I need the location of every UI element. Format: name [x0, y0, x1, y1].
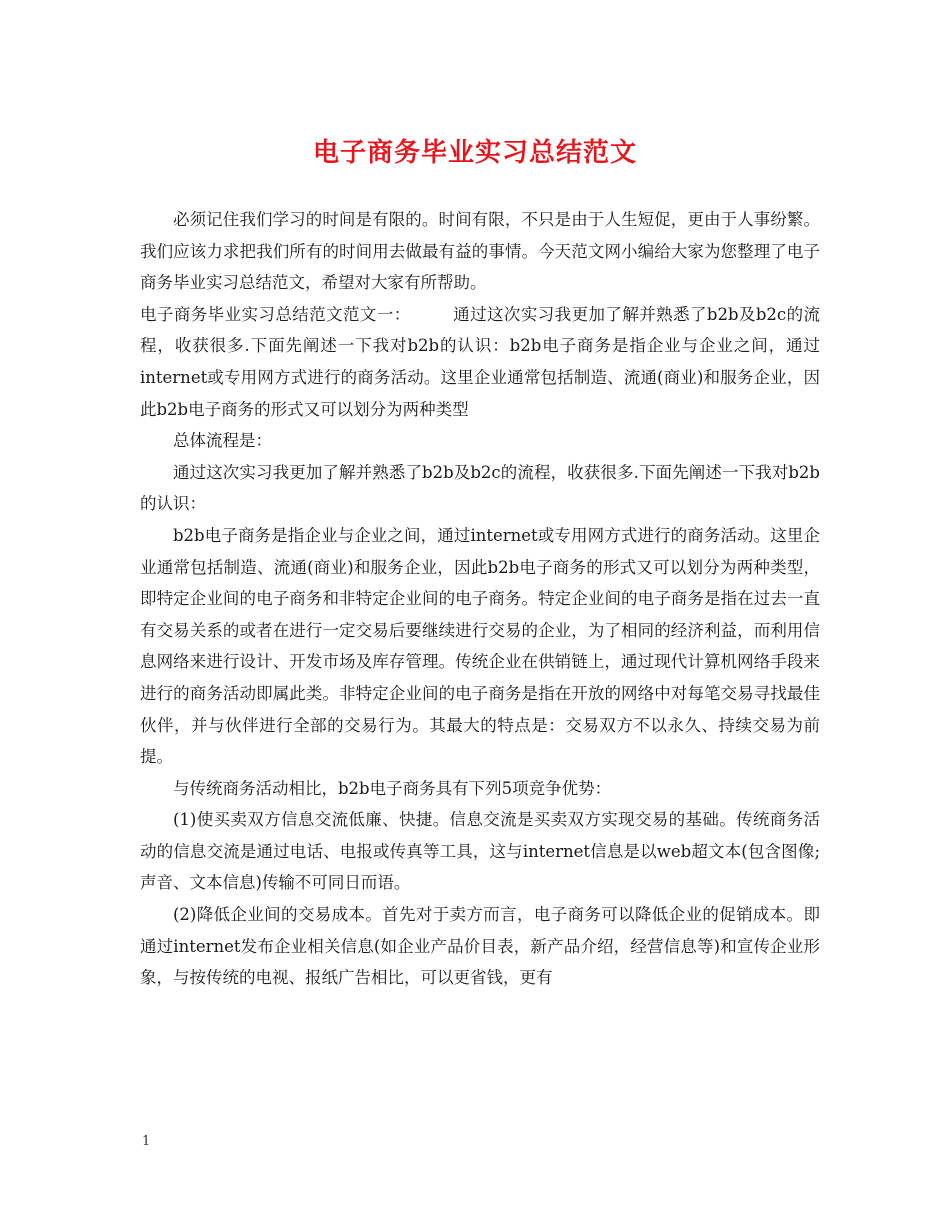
page-number: 1 — [142, 1134, 151, 1149]
paragraph-advantages-intro: 与传统商务活动相比，b2b电子商务具有下列5项竞争优势： — [173, 778, 612, 798]
paragraph-advantage-2: (2)降低企业间的交易成本。首先对于卖方而言，电子商务可以降低企业的促销成本。即通过internet发布企业相关信息(如企业产品价目表，新产品介绍，经营信息等)和宣传企业形象，与按传统的电视、报纸广告相比，可以更省钱，更有 — [140, 905, 820, 988]
document-body — [140, 204, 820, 994]
paragraph-sample-one: 电子商务毕业实习总结范文范文一： 通过这次实习我更加了解并熟悉了b2b及b2c的流程，收获很多.下面先阐述一下我对b2b的认识：b2b电子商务是指企业与企业之间，通过internet或专用网方式进行的商务活动。这里企业通常包括制造、流通(商业)和服务企业，因此b2b电子商务的形式又可以划分为两种类型 — [140, 304, 820, 419]
document-title: 电子商务毕业实习总结范文 — [312, 138, 637, 168]
paragraph-intro: 必须记住我们学习的时间是有限的。时间有限，不只是由于人生短促，更由于人事纷繁。我们应该力求把我们所有的时间用去做最有益的事情。今天范文网小编给大家为您整理了电子商务毕业实习总结范文，希望对大家有所帮助。 — [140, 210, 820, 293]
paragraph-overall-process: 总体流程是： — [173, 431, 272, 451]
paragraph-advantage-1: (1)使买卖双方信息交流低廉、快捷。信息交流是买卖双方实现交易的基础。传统商务活动的信息交流是通过电话、电报或传真等工具，这与internet信息是以web超文本(包含图像;声音、文本信息)传输不可同日而语。 — [140, 810, 820, 893]
paragraph-understanding: 通过这次实习我更加了解并熟悉了b2b及b2c的流程，收获很多.下面先阐述一下我对b2b的认识： — [140, 462, 820, 514]
paragraph-b2b-definition: b2b电子商务是指企业与企业之间，通过internet或专用网方式进行的商务活动。这里企业通常包括制造、流通(商业)和服务企业，因此b2b电子商务的形式又可以划分为两种类型，即特定企业间的电子商务和非特定企业间的电子商务。特定企业间的电子商务是指在过去一直有交易关系的或者在进行一定交易后要继续进行交易的企业，为了相同的经济利益，而利用信息网络来进行设计、开发市场及库存管理。传统企业在供销链上，通过现代计算机网络手段来进行的商务活动即属此类。非特定企业间的电子商务是指在开放的网络中对每笔交易寻找最佳伙伴，并与伙伴进行全部的交易行为。其最大的特点是：交易双方不以永久、持续交易为前提。 — [140, 525, 820, 767]
